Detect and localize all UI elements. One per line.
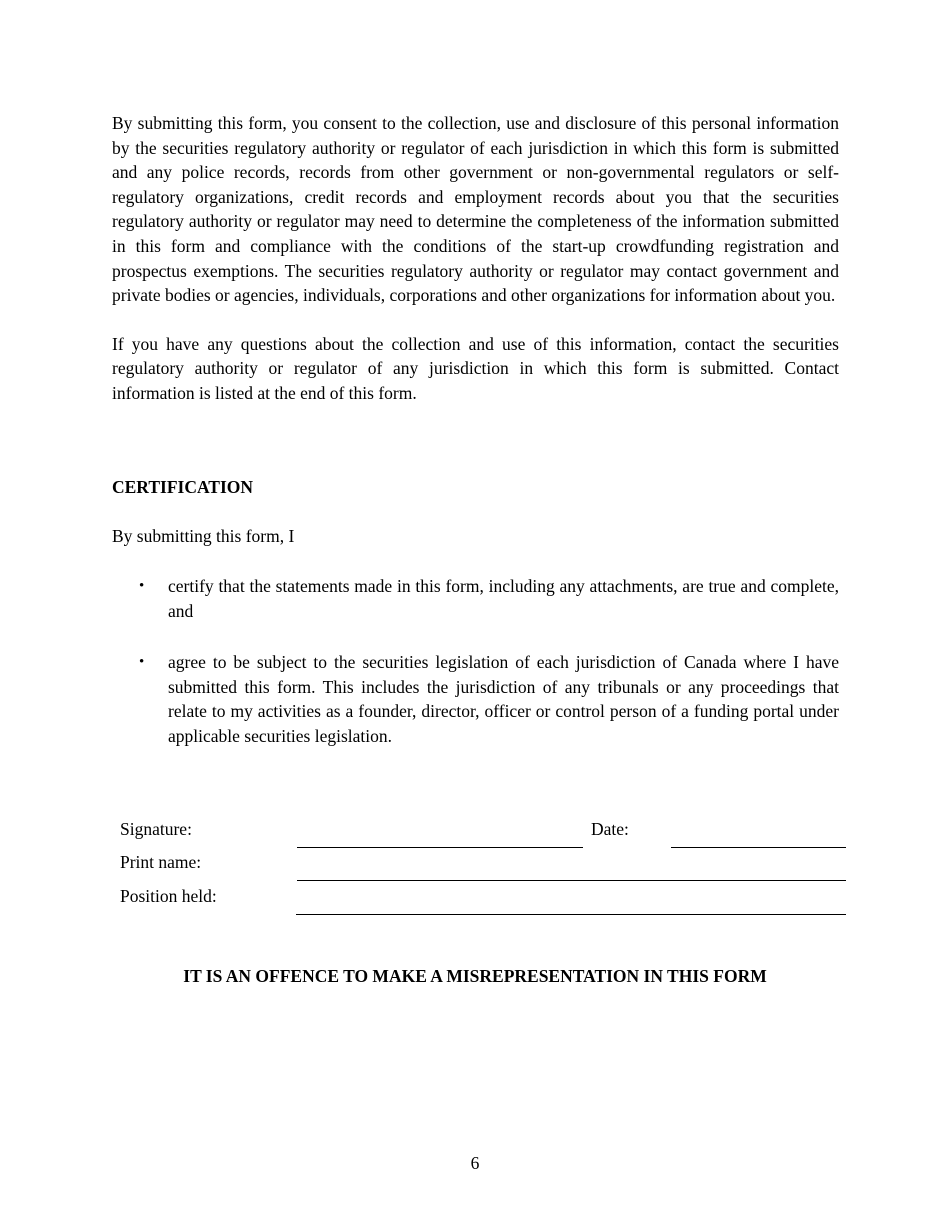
bullet-icon: • <box>139 578 145 594</box>
privacy-section <box>112 111 839 406</box>
certification-intro: By submitting this form, I <box>112 526 295 546</box>
misrepresentation-warning: IT IS AN OFFENCE TO MAKE A MISREPRESENTATION IN THIS FORM <box>183 966 767 986</box>
certification-bullet-text: certify that the statements made in this form, including any attachments, are true and complete, and <box>168 576 839 621</box>
signature-label: Signature: <box>120 819 192 839</box>
position-held-line[interactable] <box>296 914 846 915</box>
print-name-label: Print name: <box>120 852 202 872</box>
privacy-paragraph-questions: If you have any questions about the collection and use of this information, contact the securities regulatory authority or regulator of any jurisdiction in which this form is submitted. Contact information is listed at the end of this form. <box>112 333 839 403</box>
certification-bullet-item <box>112 650 839 748</box>
print-name-line[interactable] <box>297 880 846 881</box>
certification-bullet-item <box>112 574 839 623</box>
bullet-icon: • <box>139 654 145 670</box>
position-held-label: Position held: <box>120 886 217 906</box>
page-number: 6 <box>470 1153 480 1173</box>
certification-bullet-text: agree to be subject to the securities legislation of each jurisdiction of Canada where I have submitted this form. This includes the jurisdiction of any tribunals or any proceedings that relate to my activities as a founder, director, officer or control person of a funding portal under applicable securities legislation. <box>168 652 839 746</box>
signature-line[interactable] <box>297 847 583 848</box>
date-line[interactable] <box>671 847 846 848</box>
privacy-paragraph-consent: By submitting this form, you consent to the collection, use and disclosure of this personal information by the securities regulatory authority or regulator of each jurisdiction in which this form is submitted and any police records, records from other government or non-governmental regulators or self-regulatory organizations, credit records and employment records about you that the securities regulatory authority or regulator may need to determine the completeness of the information submitted in this form and compliance with the conditions of the start-up crowdfunding registration and prospectus exemptions. The securities regulatory authority or regulator may contact government and private bodies or agencies, individuals, corporations and other organizations for information about you. <box>112 113 839 306</box>
date-label: Date: <box>591 819 629 839</box>
certification-heading: CERTIFICATION <box>112 477 254 497</box>
